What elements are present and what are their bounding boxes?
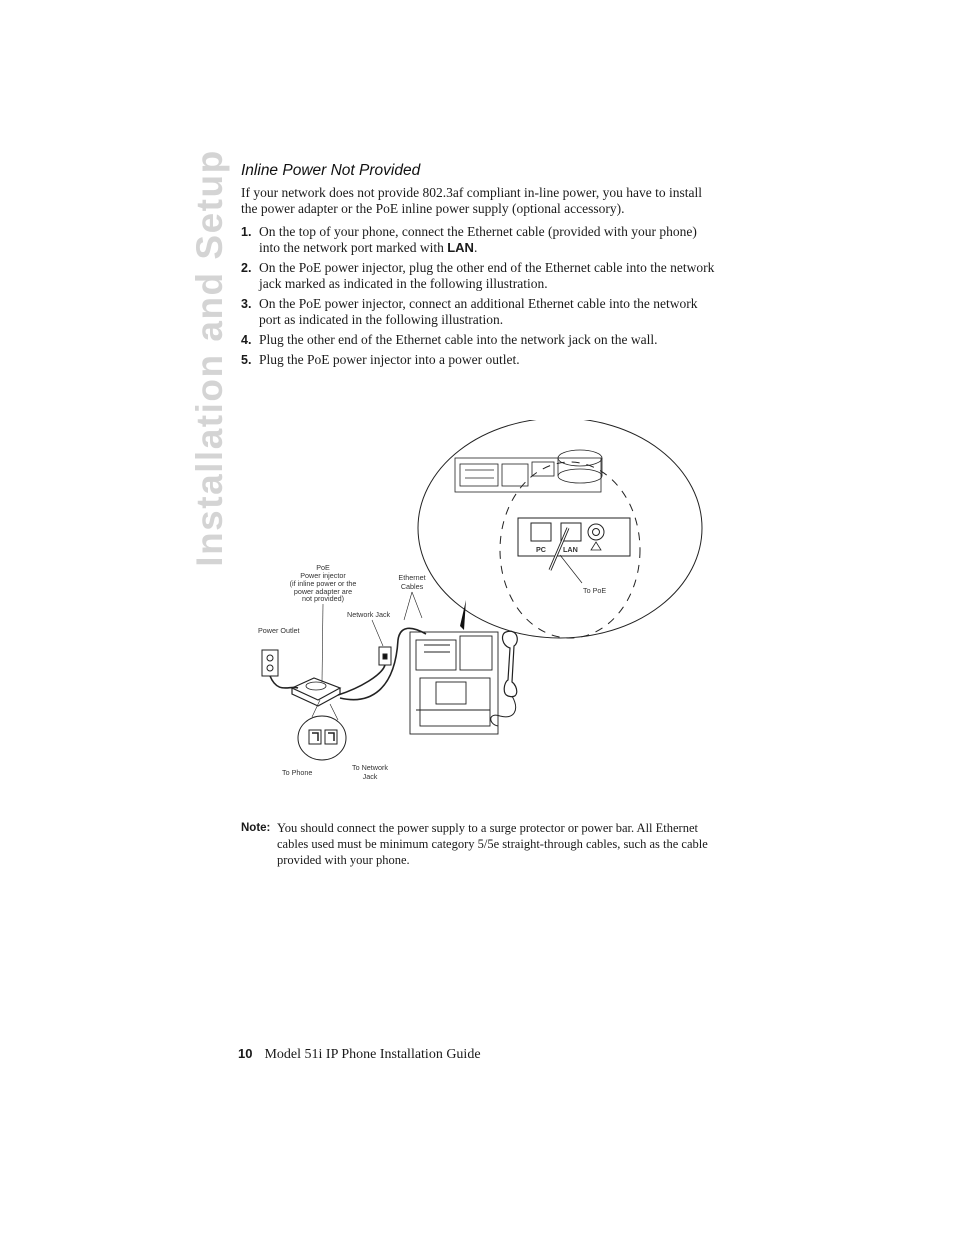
phone-top-illustration xyxy=(455,450,602,492)
label-line: power adapter are xyxy=(293,587,353,596)
step-number: 2. xyxy=(241,261,252,275)
step-number: 5. xyxy=(241,353,252,367)
port-label-pc: PC xyxy=(536,545,546,554)
step-text: On the PoE power injector, plug the other end of the Ethernet cable into the network jack marked as indicated in the following illustration. xyxy=(259,260,715,291)
page-number: 10 xyxy=(238,1046,253,1061)
step-text: On the top of your phone, connect the Ethernet cable (provided with your phone) into the network port marked with xyxy=(259,224,697,255)
power-outlet-label: Power Outlet xyxy=(258,626,300,635)
desk-phone-illustration xyxy=(410,632,498,734)
label-line: not provided) xyxy=(302,594,344,603)
poe-label xyxy=(290,563,357,603)
port-label-lan: LAN xyxy=(563,545,578,554)
label-line: Cables xyxy=(400,582,424,591)
step-number: 4. xyxy=(241,333,252,347)
power-cord xyxy=(270,676,298,688)
port-panel xyxy=(518,518,630,556)
list-item xyxy=(241,224,721,256)
list-item xyxy=(241,352,721,368)
label-line: Jack xyxy=(362,772,378,781)
label-line: To Network xyxy=(352,763,388,772)
list-item xyxy=(241,332,721,348)
to-phone-label: To Phone xyxy=(282,768,313,777)
intro-paragraph: If your network does not provide 802.3af compliant in-line power, you have to install the power adapter or the PoE inline power supply (optional accessory). xyxy=(241,185,702,216)
label-line: (if inline power or the xyxy=(289,579,357,588)
note-label: Note: xyxy=(241,822,271,834)
magnified-view-circle xyxy=(418,420,702,638)
step-number: 1. xyxy=(241,225,252,239)
network-jack-label: Network Jack xyxy=(347,610,391,619)
side-tab-label: Installation and Setup xyxy=(189,148,230,567)
list-item xyxy=(241,260,721,292)
lan-port-label: LAN xyxy=(447,240,474,255)
page-footer xyxy=(238,1046,481,1063)
poe-connection-diagram xyxy=(250,420,710,790)
step-text: On the PoE power injector, connect an additional Ethernet cable into the network port as indicated in the following illustration. xyxy=(259,296,698,327)
ethernet-cables-label xyxy=(398,573,425,591)
handset-illustration xyxy=(491,631,518,726)
step-text: Plug the PoE power injector into a power outlet. xyxy=(259,352,520,367)
label-line: Ethernet xyxy=(398,573,426,582)
footer-title: Model 51i IP Phone Installation Guide xyxy=(264,1047,481,1062)
zoom-pointer xyxy=(460,600,466,630)
injector-ports-callout xyxy=(298,700,346,760)
to-network-jack-label xyxy=(352,763,388,781)
list-item xyxy=(241,296,721,328)
poe-injector-icon xyxy=(292,678,340,706)
to-poe-label: To PoE xyxy=(583,586,607,595)
label-line: Power injector xyxy=(300,571,346,580)
section-title: Inline Power Not Provided xyxy=(241,162,421,179)
power-outlet-icon xyxy=(262,650,278,676)
step-text: Plug the other end of the Ethernet cable into the network jack on the wall. xyxy=(259,332,658,347)
network-jack-icon xyxy=(379,647,391,665)
step-number: 3. xyxy=(241,297,252,311)
note-text: You should connect the power supply to a surge protector or power bar. All Ethernet cables used must be minimum category 5/5e straight-through cables, such as the cable provided with your phone. xyxy=(277,821,708,867)
step-suffix: . xyxy=(473,240,478,255)
label-line: PoE xyxy=(316,563,330,572)
side-tab xyxy=(188,148,232,567)
steps-list xyxy=(241,224,721,372)
note xyxy=(241,820,716,868)
